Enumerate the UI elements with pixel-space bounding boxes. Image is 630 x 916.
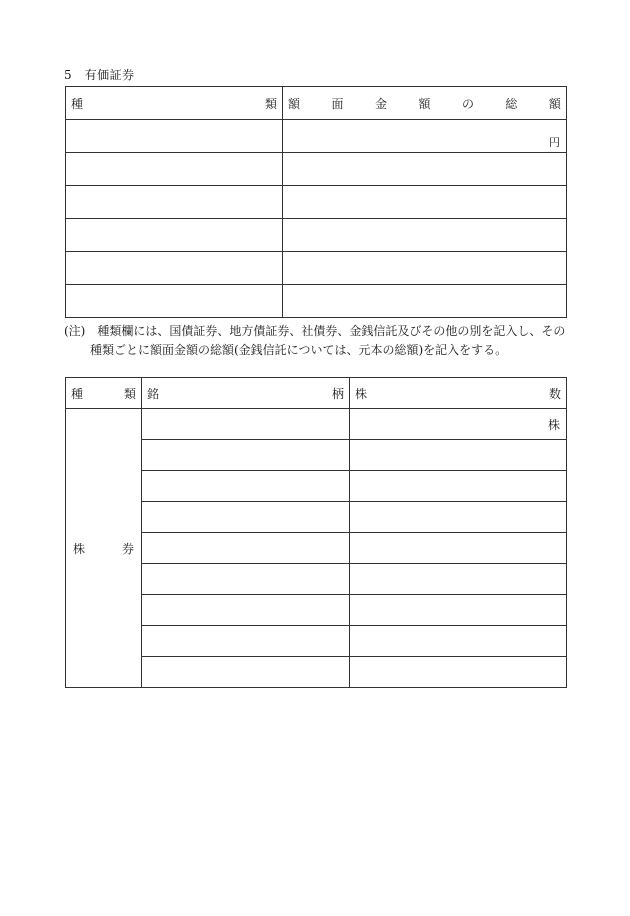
table-row — [66, 120, 567, 153]
header-face-amount — [283, 87, 567, 120]
header-type-char-1: 種 — [71, 96, 84, 111]
header-brand-char-2: 柄 — [331, 386, 344, 401]
table-row — [66, 564, 567, 595]
header-shares-char-2: 数 — [548, 386, 561, 401]
header-brand — [142, 378, 350, 409]
header-shares — [350, 378, 567, 409]
header-amount-char: 総 — [505, 96, 518, 111]
amount-input-cell[interactable] — [283, 120, 567, 153]
note-text — [64, 322, 569, 360]
header-amount-char: 額 — [548, 96, 561, 111]
type-input-cell[interactable] — [66, 285, 283, 318]
amount-input-cell[interactable] — [283, 285, 567, 318]
table-row — [66, 657, 567, 688]
shares-input-cell[interactable] — [350, 595, 567, 626]
brand-input-cell[interactable] — [142, 626, 350, 657]
header-amount-char: の — [461, 96, 474, 111]
header-amount-char: 額 — [418, 96, 431, 111]
brand-input-cell[interactable] — [142, 533, 350, 564]
shares-unit-label: 株 — [547, 417, 560, 432]
table-row — [66, 440, 567, 471]
category-stock-certificates — [66, 409, 142, 688]
type-input-cell[interactable] — [66, 186, 283, 219]
table-row — [66, 595, 567, 626]
shares-input-cell[interactable] — [350, 502, 567, 533]
header-amount-char: 額 — [288, 96, 301, 111]
brand-input-cell[interactable] — [142, 440, 350, 471]
stocks-table — [65, 377, 567, 688]
type-input-cell[interactable] — [66, 153, 283, 186]
note-line-1: (注) 種類欄には、国債証券、地方債証券、社債券、金銭信託及びその他の別を記入し、その — [64, 324, 566, 338]
yen-unit-label: 円 — [549, 136, 560, 149]
shares-input-cell[interactable] — [350, 564, 567, 595]
table-row — [66, 471, 567, 502]
note-line-2: 種類ごとに額面金額の総額(金銭信託については、元本の総額)を記入をする。 — [90, 343, 508, 357]
brand-input-cell[interactable] — [142, 471, 350, 502]
header-amount-char: 面 — [331, 96, 344, 111]
header-brand-char-1: 銘 — [147, 386, 160, 401]
table-row — [66, 409, 567, 440]
brand-input-cell[interactable] — [142, 564, 350, 595]
amount-input-cell[interactable] — [283, 153, 567, 186]
header-type-char-2: 類 — [264, 96, 277, 111]
section-title: 5 有価証券 — [64, 68, 135, 82]
brand-input-cell[interactable] — [142, 502, 350, 533]
header-shares-char-1: 株 — [355, 386, 368, 401]
header-type-char-1: 種 — [71, 386, 84, 401]
table-row — [66, 533, 567, 564]
table-row — [66, 153, 567, 186]
type-input-cell[interactable] — [66, 252, 283, 285]
table-row — [66, 285, 567, 318]
category-char-2: 券 — [121, 541, 134, 556]
amount-input-cell[interactable] — [283, 252, 567, 285]
securities-table — [65, 86, 567, 318]
header-type-char-2: 類 — [123, 386, 136, 401]
table-row — [66, 502, 567, 533]
header-type — [66, 378, 142, 409]
table-row — [66, 626, 567, 657]
shares-input-cell[interactable] — [350, 409, 567, 440]
type-input-cell[interactable] — [66, 219, 283, 252]
shares-input-cell[interactable] — [350, 657, 567, 688]
shares-input-cell[interactable] — [350, 626, 567, 657]
type-input-cell[interactable] — [66, 120, 283, 153]
shares-input-cell[interactable] — [350, 471, 567, 502]
amount-input-cell[interactable] — [283, 186, 567, 219]
brand-input-cell[interactable] — [142, 657, 350, 688]
brand-input-cell[interactable] — [142, 409, 350, 440]
table-header-row — [66, 378, 567, 409]
shares-input-cell[interactable] — [350, 440, 567, 471]
table-row — [66, 186, 567, 219]
shares-input-cell[interactable] — [350, 533, 567, 564]
table-header-row — [66, 87, 567, 120]
table-row — [66, 219, 567, 252]
header-type — [66, 87, 283, 120]
amount-input-cell[interactable] — [283, 219, 567, 252]
header-amount-char: 金 — [374, 96, 387, 111]
table-row — [66, 252, 567, 285]
category-char-1: 株 — [73, 541, 86, 556]
brand-input-cell[interactable] — [142, 595, 350, 626]
